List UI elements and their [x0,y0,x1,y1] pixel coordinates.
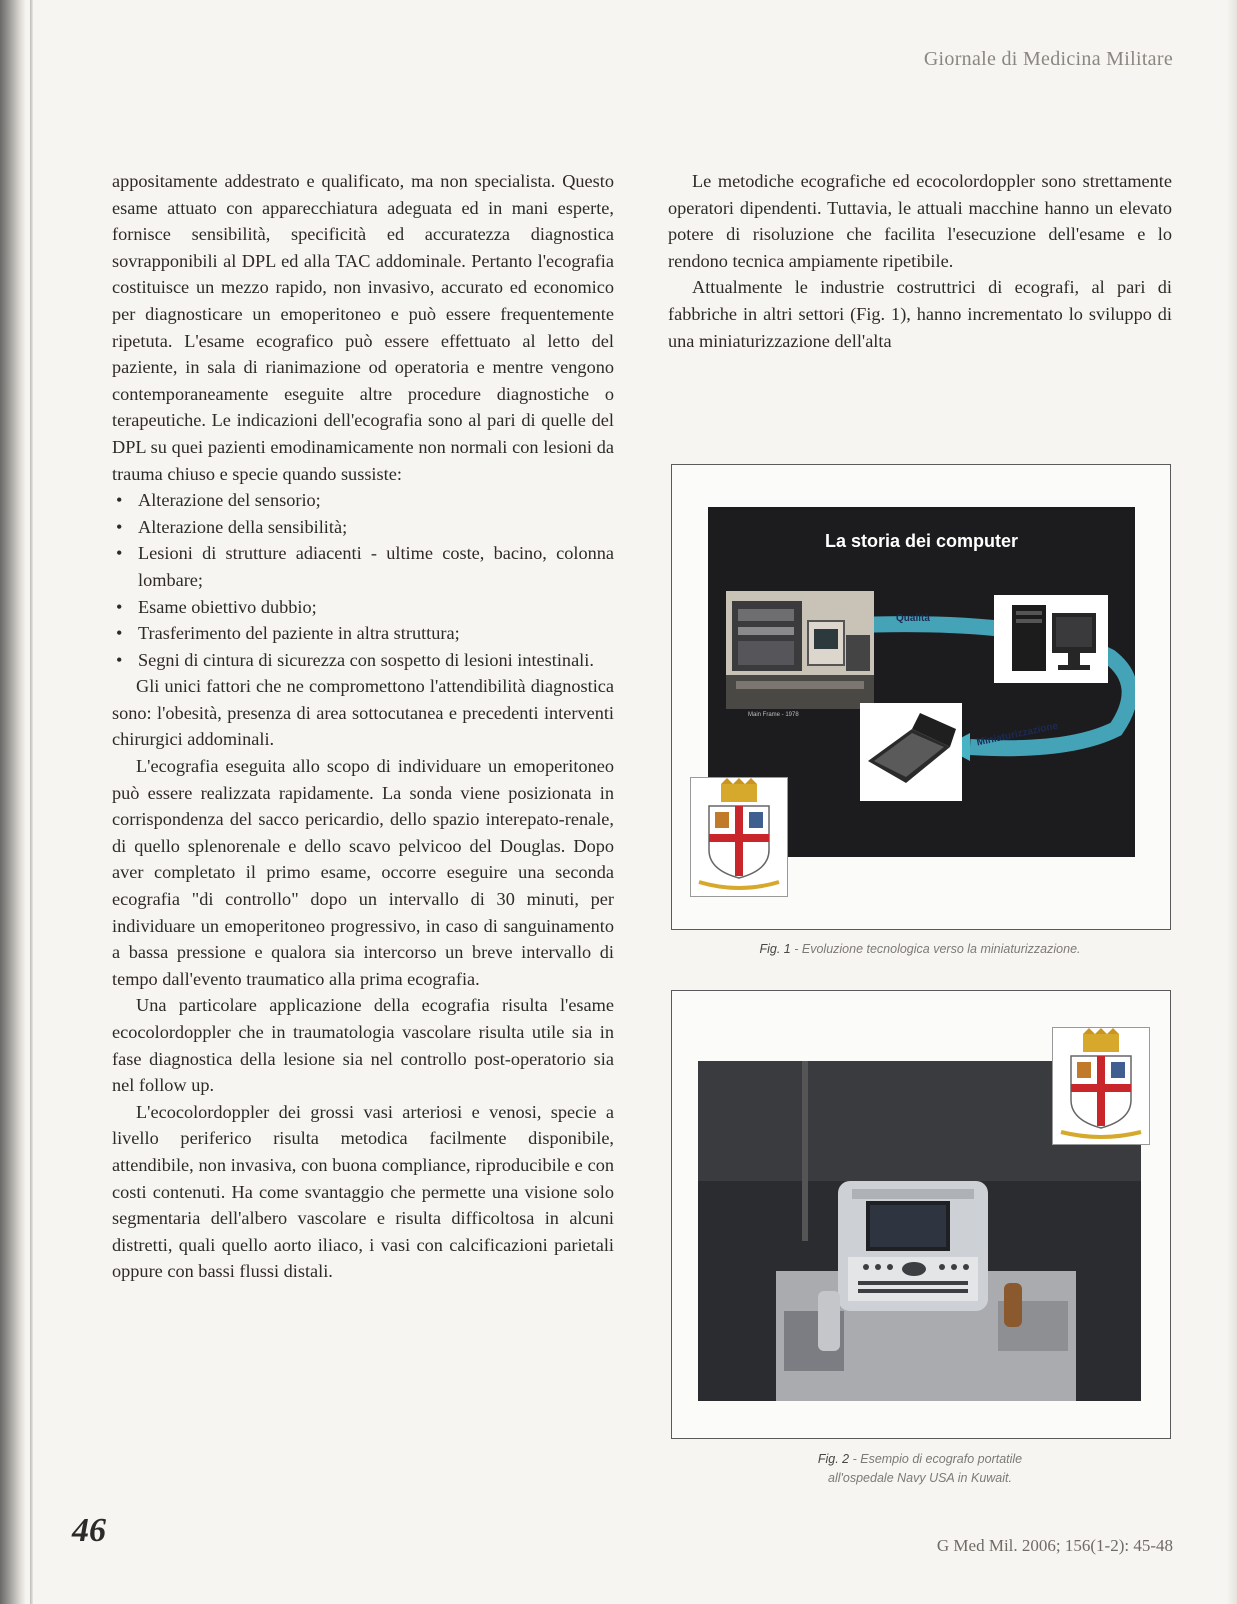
military-crest [690,777,788,897]
paragraph: L'ecografia eseguita allo scopo di individuare un emoperitoneo può essere realizzata rapidamente. La sonda viene posizionata in corrispondenza del sacco pericardio, dello spazio interepato-renale, di quello splenorenale e dello scavo pelvicoo del Douglas. Dopo aver completato il primo esame, occorre eseguire una seconda ecografia "di controllo" dopo un intervallo di 30 minuti, per individuare un emoperitoneo progressivo, in caso di sanguinamento a bassa pressione e qualora sia intercorso un breve intervallo di tempo dall'evento traumatico alla prima ecografia. [112,756,614,989]
slide-title: La storia dei computer [824,531,1019,551]
right-column [668,168,1172,354]
desktop-photo [994,595,1108,683]
indications-list [112,487,614,673]
desktop-computer-icon [994,595,1108,683]
list-item: • Esame obiettivo dubbio; [112,594,614,621]
crest-icon [1053,1028,1149,1144]
paragraph: Attualmente le industrie costruttrici di ecografi, al pari di fabbriche in altri settori (Fig. 1), hanno incrementato lo sviluppo di una miniaturizzazione dell'alta [668,277,1172,351]
figure-label: Fig. 2 [817,1452,850,1466]
citation: G Med Mil. 2006; 156(1-2): 45-48 [936,1536,1173,1555]
figure-label: Fig. 1 [759,942,791,956]
caption-text: - Evoluzione tecnologica verso la miniaturizzazione. [790,942,1081,956]
crest-icon [691,778,787,896]
paragraph: appositamente addestrato e qualificato, ma non specialista. Questo esame attuato con apparecchiatura adeguata ed in mani esperte, fornisce sensibilità, specificità ed accuratezza diagnostica sovrapponibili al DPL ed alla TAC addominale. Pertanto l'ecografia costituisce un mezzo rapido, non invasivo, accurato ed economico per diagnosticare un emoperitoneo e può essere frequentemente ripetuta. L'esame ecografico può essere effettuato al letto del paziente, in sala di rianimazione od operatoria e mentre vengono contemporaneamente eseguite altre procedure diagnostiche o terapeutiche. Le indicazioni dell'ecografia sono al pari di quelle del DPL su quei pazienti emodinamicamente non normali con lesioni da trauma chiuso e specie quando sussiste: [112,171,614,484]
caption-line [671,1450,1169,1469]
list-item: • Alterazione della sensibilità; [112,514,614,541]
figure-1 [671,464,1171,930]
figure-2 [671,990,1171,1439]
journal-header: Giornale di Medicina Militare [923,48,1173,70]
quality-label: Qualità [896,613,930,624]
page-binding-shadow [0,0,26,1604]
mainframe-caption: Main Frame - 1978 [748,712,799,718]
figure-1-caption [671,942,1169,956]
list-item: • Trasferimento del paziente in altra struttura; [112,620,614,647]
left-column [112,168,614,1285]
miniaturization-label: Miniaturizzazione [975,720,1060,749]
list-item: • Lesioni di strutture adiacenti - ultime coste, bacino, colonna lombare; [112,540,614,593]
list-item: • Segni di cintura di sicurezza con sospetto di lesioni intestinali. [112,647,614,674]
caption-line: all'ospedale Navy USA in Kuwait. [828,1471,1012,1485]
page-number: 46 [72,1512,106,1549]
mainframe-icon [726,591,874,709]
paragraph: L'ecocolordoppler dei grossi vasi arteriosi e venosi, specie a livello periferico risulta metodica facilmente disponibile, attendibile, non invasiva, con buona compliance, riproducibile e con costi contenuti. Ha come svantaggio che permette una visione solo segmentaria dell'albero vascolare e risulta difficoltosa in alcuni distretti, quali quello aorto iliaco, i vasi con calcificazioni parietali oppure con bassi flussi distali. [112,1101,614,1282]
laptop-photo [860,703,962,801]
paragraph: Le metodiche ecografiche ed ecocolordoppler sono strettamente operatori dipendenti. Tuttavia, le attuali macchine hanno un elevato potere di risoluzione che facilita l'esecuzione dell'esame e lo rendono tecnica ampiamente ripetibile. [668,171,1172,271]
paragraph: Gli unici fattori che ne compromettono l'attendibilità diagnostica sono: l'obesità, presenza di area sottocutanea e precedenti interventi chirurgici addominali. [112,676,614,750]
mainframe-photo [726,591,874,709]
laptop-icon [860,703,962,801]
page-edge [1227,0,1237,1604]
list-item: • Alterazione del sensorio; [112,487,614,514]
military-crest [1052,1027,1150,1145]
caption-text: - Esempio di ecografo portatile [849,1452,1023,1466]
page-binding-line [30,0,33,1604]
paragraph: Una particolare applicazione della ecografia risulta l'esame ecocolordoppler che in traumatologia vascolare risulta utile sia in fase diagnostica della lesione sia nel controllo post-operatorio sia nel follow up. [112,995,614,1096]
figure-2-caption [671,1450,1169,1488]
